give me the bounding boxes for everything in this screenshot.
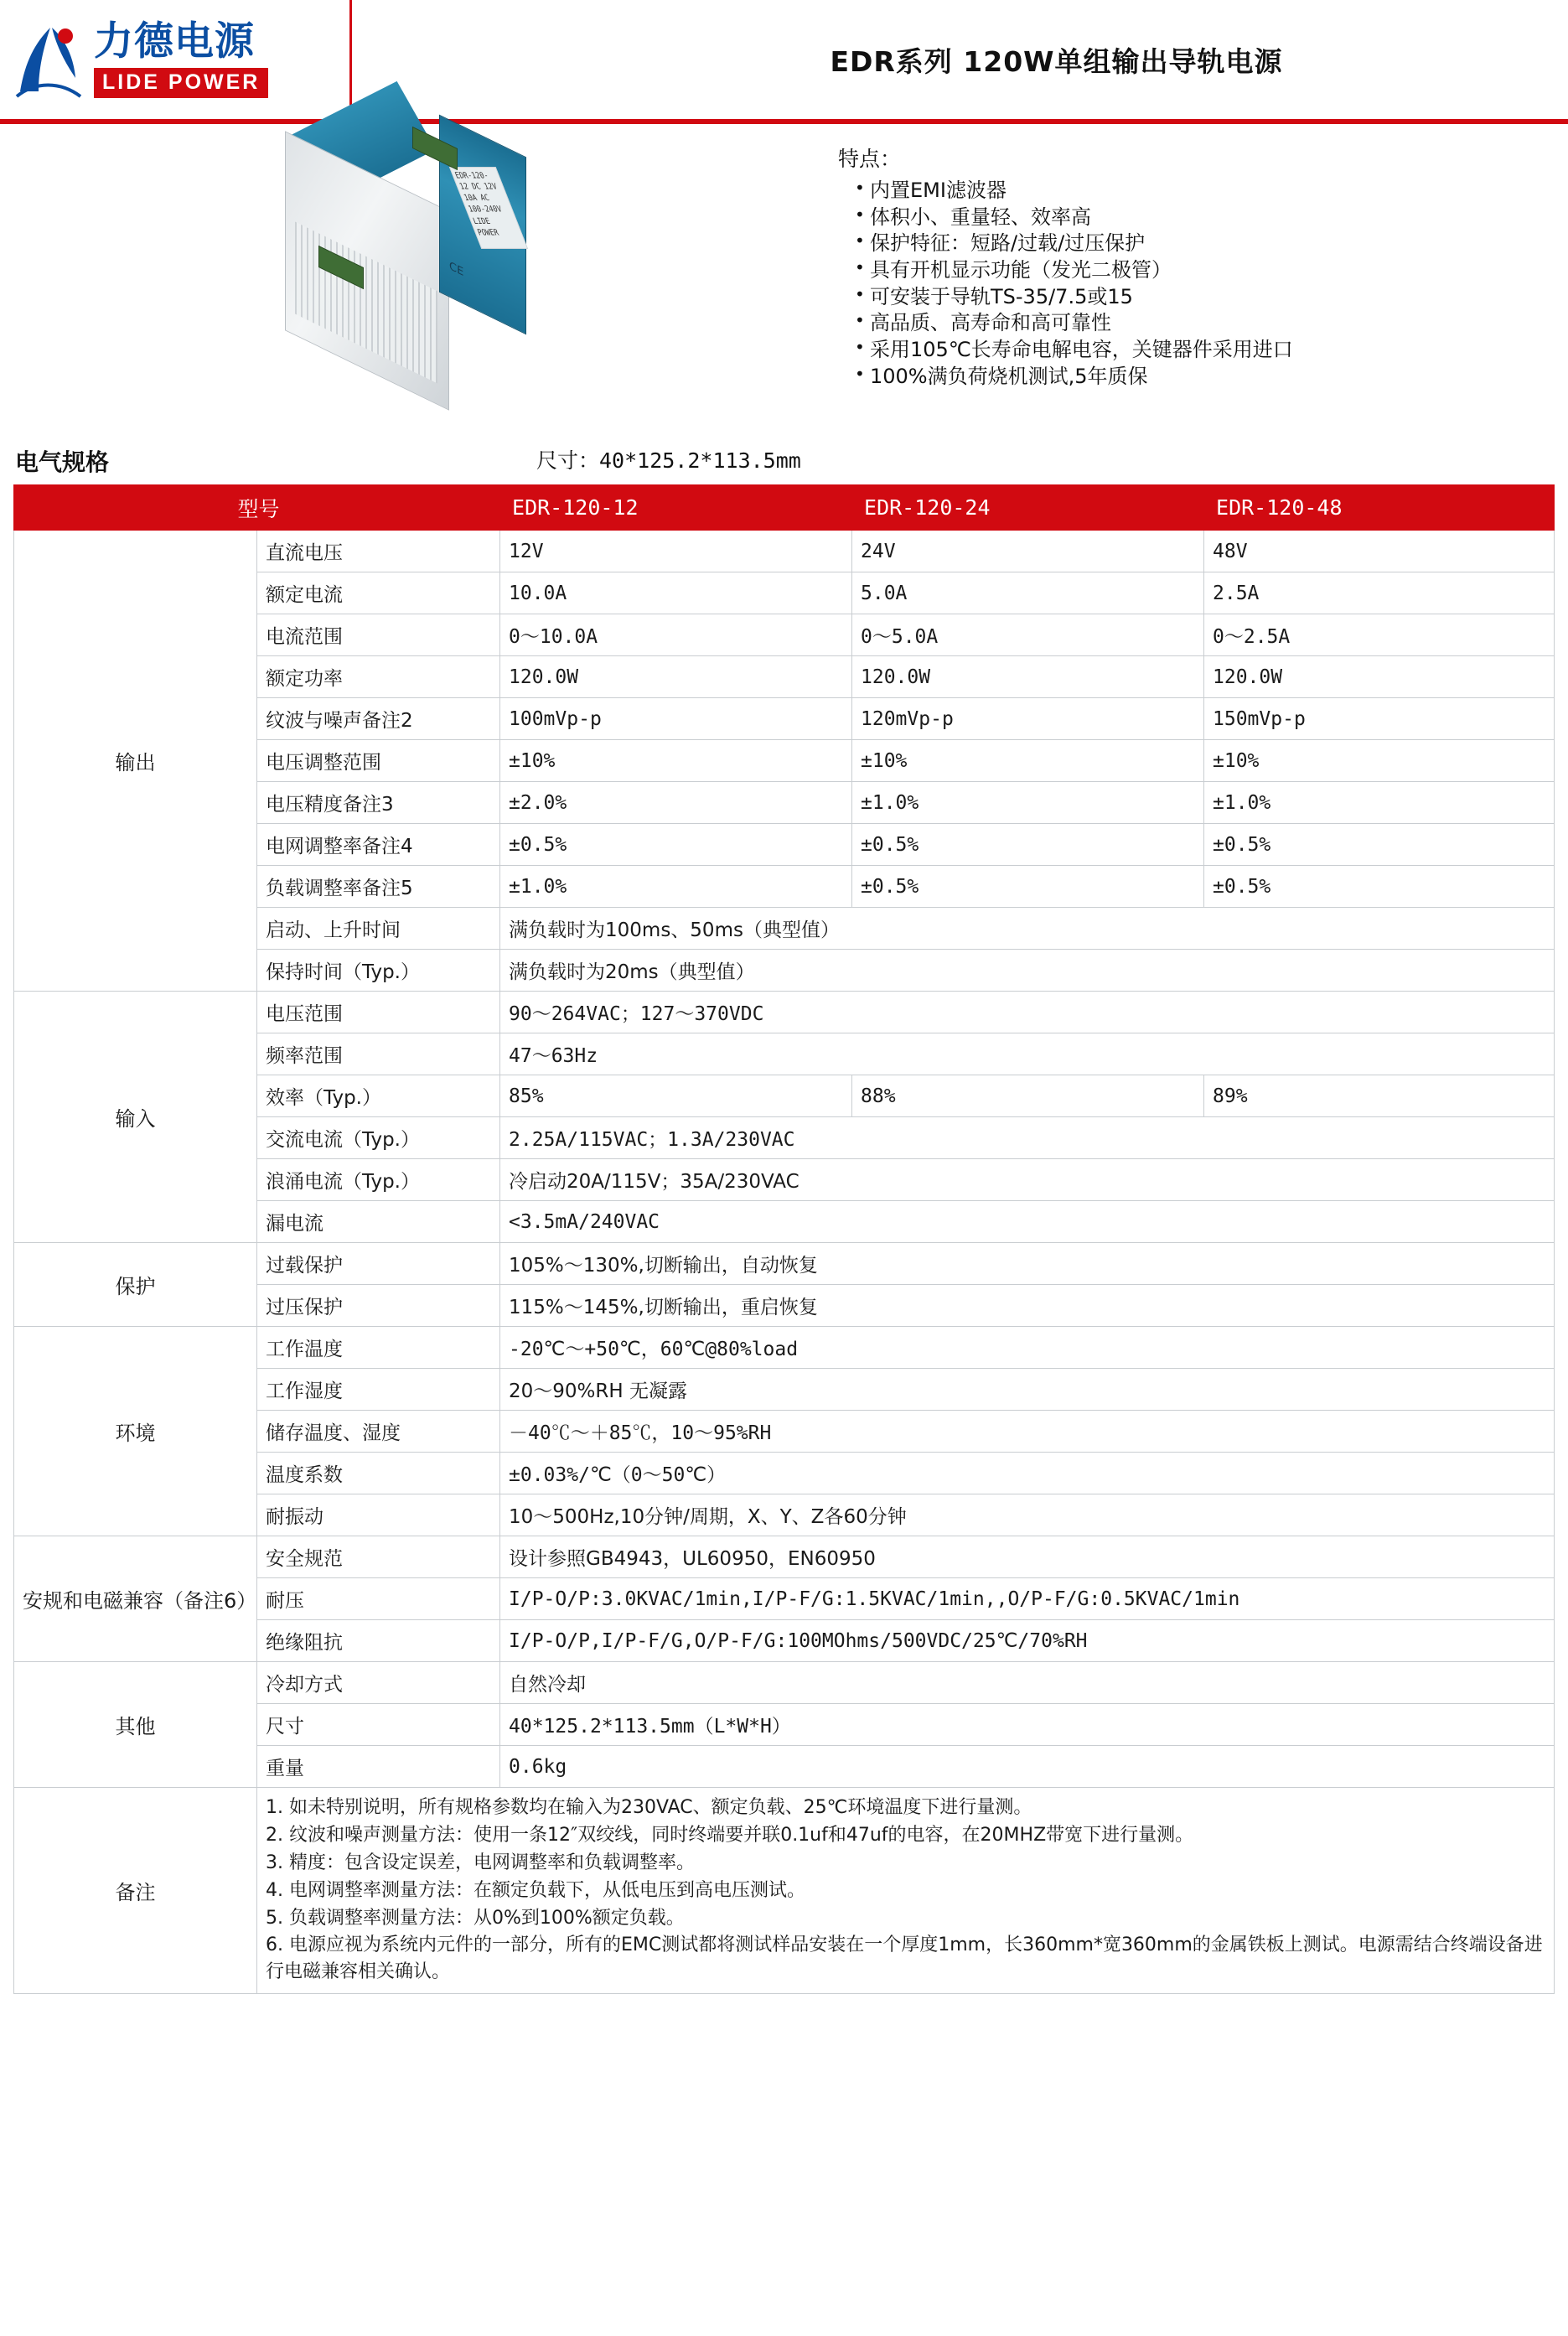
value-rated-power-24: 120.0W [852, 656, 1204, 698]
value-working-humidity: 20～90%RH 无凝露 [500, 1369, 1555, 1411]
value-load-reg-48: ±0.5% [1204, 866, 1555, 908]
group-environment: 环境 [14, 1327, 257, 1536]
value-dc-voltage-24: 24V [852, 531, 1204, 572]
value-vibration-resistance: 10～500Hz,10分钟/周期，X、Y、Z各60分钟 [500, 1494, 1555, 1536]
value-vadj-48: ±10% [1204, 740, 1555, 782]
list-item: • 体积小、重量轻、效率高 [855, 205, 1560, 231]
value-ripple-48: 150mVp-p [1204, 698, 1555, 740]
value-line-reg-24: ±0.5% [852, 824, 1204, 866]
features-section [578, 124, 1568, 484]
table-row [14, 1662, 1555, 1704]
logo-wordmark [94, 18, 268, 98]
list-item: 4. 电网调整率测量方法：在额定负载下，从低电压到高电压测试。 [266, 1879, 805, 1901]
item-startup-rise-time: 启动、上升时间 [257, 908, 500, 950]
value-dc-voltage-12: 12V [500, 531, 852, 572]
item-dc-voltage: 直流电压 [257, 531, 500, 572]
value-efficiency-12: 85% [500, 1075, 852, 1117]
section-title-electrical-spec: 电气规格 [15, 448, 110, 476]
value-rated-current-24: 5.0A [852, 572, 1204, 614]
item-working-temperature: 工作温度 [257, 1327, 500, 1369]
list-item: 6. 电源应视为系统内元件的一部分，所有的EMC测试都将测试样品安装在一个厚度1mm，长360mm*宽360mm的金属铁板上测试。电源需结合终端设备进行电磁兼容相关确认。 [266, 1935, 1543, 1983]
value-voltage-range: 90～264VAC；127～370VDC [500, 992, 1555, 1033]
dimension-note: 尺寸：40*125.2*113.5mm [536, 448, 801, 473]
value-vacc-24: ±1.0% [852, 782, 1204, 824]
value-current-range-48: 0～2.5A [1204, 614, 1555, 656]
value-insulation-resistance: I/P-O/P,I/P-F/G,O/P-F/G:100MOhms/500VDC/25℃/70%RH [500, 1620, 1555, 1662]
value-vadj-12: ±10% [500, 740, 852, 782]
value-vadj-24: ±10% [852, 740, 1204, 782]
list-item: • 具有开机显示功能（发光二极管） [855, 257, 1560, 284]
item-withstand-voltage: 耐压 [257, 1578, 500, 1620]
notes-cell [257, 1788, 1555, 1994]
item-inrush-current: 浪涌电流（Typ.） [257, 1159, 500, 1201]
page-header [0, 0, 1568, 124]
header-edr-120-48: EDR-120-48 [1204, 485, 1555, 531]
item-vibration-resistance: 耐振动 [257, 1494, 500, 1536]
value-weight: 0.6kg [500, 1746, 1555, 1788]
product-label: EDR-120-12 DC 12V 10A AC 100-240V LIDE POWER [449, 167, 528, 249]
item-weight: 重量 [257, 1746, 500, 1788]
item-rated-power: 额定功率 [257, 656, 500, 698]
table-row [14, 1536, 1555, 1578]
group-input: 输入 [14, 992, 257, 1243]
value-current-range-12: 0～10.0A [500, 614, 852, 656]
item-voltage-adjust-range: 电压调整范围 [257, 740, 500, 782]
value-line-reg-48: ±0.5% [1204, 824, 1555, 866]
table-row [14, 1788, 1555, 1994]
value-load-reg-12: ±1.0% [500, 866, 852, 908]
value-current-range-24: 0～5.0A [852, 614, 1204, 656]
value-efficiency-24: 88% [852, 1075, 1204, 1117]
item-insulation-resistance: 绝缘阻抗 [257, 1620, 500, 1662]
value-rated-power-48: 120.0W [1204, 656, 1555, 698]
item-ac-current: 交流电流（Typ.） [257, 1117, 500, 1159]
header-edr-120-12: EDR-120-12 [500, 485, 852, 531]
logo-chinese-name: 力德电源 [94, 18, 255, 65]
item-frequency-range: 频率范围 [257, 1033, 500, 1075]
list-item: • 内置EMI滤波器 [855, 178, 1560, 205]
value-efficiency-48: 89% [1204, 1075, 1555, 1117]
item-overvoltage-protection: 过压保护 [257, 1285, 500, 1327]
value-overload-protection: 105%～130%,切断输出，自动恢复 [500, 1243, 1555, 1285]
list-item: 1. 如未特别说明，所有规格参数均在输入为230VAC、额定负载、25℃环境温度下进行量测。 [266, 1797, 1032, 1818]
top-section [0, 124, 1568, 484]
list-item: 5. 负载调整率测量方法：从0%到100%额定负载。 [266, 1907, 685, 1929]
item-cooling-method: 冷却方式 [257, 1662, 500, 1704]
item-storage-temp-humidity: 储存温度、湿度 [257, 1411, 500, 1453]
product-photo [0, 124, 578, 484]
item-working-humidity: 工作湿度 [257, 1369, 500, 1411]
list-item: 3. 精度：包含设定误差，电网调整率和负载调整率。 [266, 1852, 695, 1873]
item-leakage-current: 漏电流 [257, 1201, 500, 1243]
table-row [14, 1243, 1555, 1285]
value-startup-rise-time: 满负载时为100ms、50ms（典型值） [500, 908, 1555, 950]
list-item: • 100%满负荷烧机测试,5年质保 [855, 364, 1560, 391]
ce-mark-icon: CE [449, 259, 464, 280]
value-withstand-voltage: I/P-O/P:3.0KVAC/1min,I/P-F/G:1.5KVAC/1min,,O/P-F/G:0.5KVAC/1min [500, 1578, 1555, 1620]
value-rated-power-12: 120.0W [500, 656, 852, 698]
item-efficiency: 效率（Typ.） [257, 1075, 500, 1117]
group-output: 输出 [14, 531, 257, 992]
value-frequency-range: 47～63Hz [500, 1033, 1555, 1075]
product-image [251, 131, 553, 441]
item-line-regulation: 电网调整率备注4 [257, 824, 500, 866]
header-edr-120-24: EDR-120-24 [852, 485, 1204, 531]
item-dimensions: 尺寸 [257, 1704, 500, 1746]
item-ripple-noise: 纹波与噪声备注2 [257, 698, 500, 740]
list-item: • 保护特征：短路/过载/过压保护 [855, 230, 1560, 257]
value-hold-time: 满负载时为20ms（典型值） [500, 950, 1555, 992]
value-cooling-method: 自然冷却 [500, 1662, 1555, 1704]
item-rated-current: 额定电流 [257, 572, 500, 614]
value-vacc-12: ±2.0% [500, 782, 852, 824]
item-current-range: 电流范围 [257, 614, 500, 656]
table-row [14, 1327, 1555, 1369]
list-item: • 高品质、高寿命和高可靠性 [855, 310, 1560, 337]
features-title: 特点： [838, 147, 902, 171]
item-voltage-range: 电压范围 [257, 992, 500, 1033]
value-ripple-12: 100mVp-p [500, 698, 852, 740]
item-temperature-coefficient: 温度系数 [257, 1453, 500, 1494]
value-leakage-current: <3.5mA/240VAC [500, 1201, 1555, 1243]
item-overload-protection: 过载保护 [257, 1243, 500, 1285]
value-ripple-24: 120mVp-p [852, 698, 1204, 740]
list-item: 2. 纹波和噪声测量方法：使用一条12″双绞线，同时终端要并联0.1uf和47uf的电容，在20MHZ带宽下进行量测。 [266, 1824, 1194, 1846]
list-item: • 可安装于导轨TS-35/7.5或15 [855, 284, 1560, 311]
features-list [578, 178, 1560, 390]
item-safety-standard: 安全规范 [257, 1536, 500, 1578]
group-notes: 备注 [14, 1788, 257, 1994]
page-title: EDR系列 120W单组输出导轨电源 [830, 44, 1283, 78]
logo-english-name: LIDE POWER [94, 68, 268, 98]
item-hold-time: 保持时间（Typ.） [257, 950, 500, 992]
notes-list [266, 1795, 1545, 1986]
value-temperature-coefficient: ±0.03%/℃（0～50℃） [500, 1453, 1555, 1494]
value-load-reg-24: ±0.5% [852, 866, 1204, 908]
value-safety-standard: 设计参照GB4943，UL60950，EN60950 [500, 1536, 1555, 1578]
logo-mark-icon [13, 19, 85, 100]
specification-table [13, 484, 1555, 1994]
group-safety-emc: 安规和电磁兼容（备注6） [14, 1536, 257, 1662]
item-load-regulation: 负载调整率备注5 [257, 866, 500, 908]
value-dimensions: 40*125.2*113.5mm（L*W*H） [500, 1704, 1555, 1746]
item-voltage-accuracy: 电压精度备注3 [257, 782, 500, 824]
group-others: 其他 [14, 1662, 257, 1788]
table-header-row [14, 485, 1555, 531]
value-storage-temp-humidity: －40℃～＋85℃，10～95%RH [500, 1411, 1555, 1453]
value-rated-current-48: 2.5A [1204, 572, 1555, 614]
table-row [14, 992, 1555, 1033]
value-line-reg-12: ±0.5% [500, 824, 852, 866]
value-vacc-48: ±1.0% [1204, 782, 1555, 824]
list-item: • 采用105℃长寿命电解电容，关键器件采用进口 [855, 337, 1560, 364]
value-dc-voltage-48: 48V [1204, 531, 1555, 572]
value-overvoltage-protection: 115%～145%,切断输出，重启恢复 [500, 1285, 1555, 1327]
value-working-temperature: -20℃～+50℃，60℃@80%load [500, 1327, 1555, 1369]
group-protection: 保护 [14, 1243, 257, 1327]
header-model: 型号 [14, 485, 500, 531]
brand-logo [0, 0, 352, 119]
value-rated-current-12: 10.0A [500, 572, 852, 614]
value-ac-current: 2.25A/115VAC；1.3A/230VAC [500, 1117, 1555, 1159]
table-row [14, 531, 1555, 572]
value-inrush-current: 冷启动20A/115V；35A/230VAC [500, 1159, 1555, 1201]
